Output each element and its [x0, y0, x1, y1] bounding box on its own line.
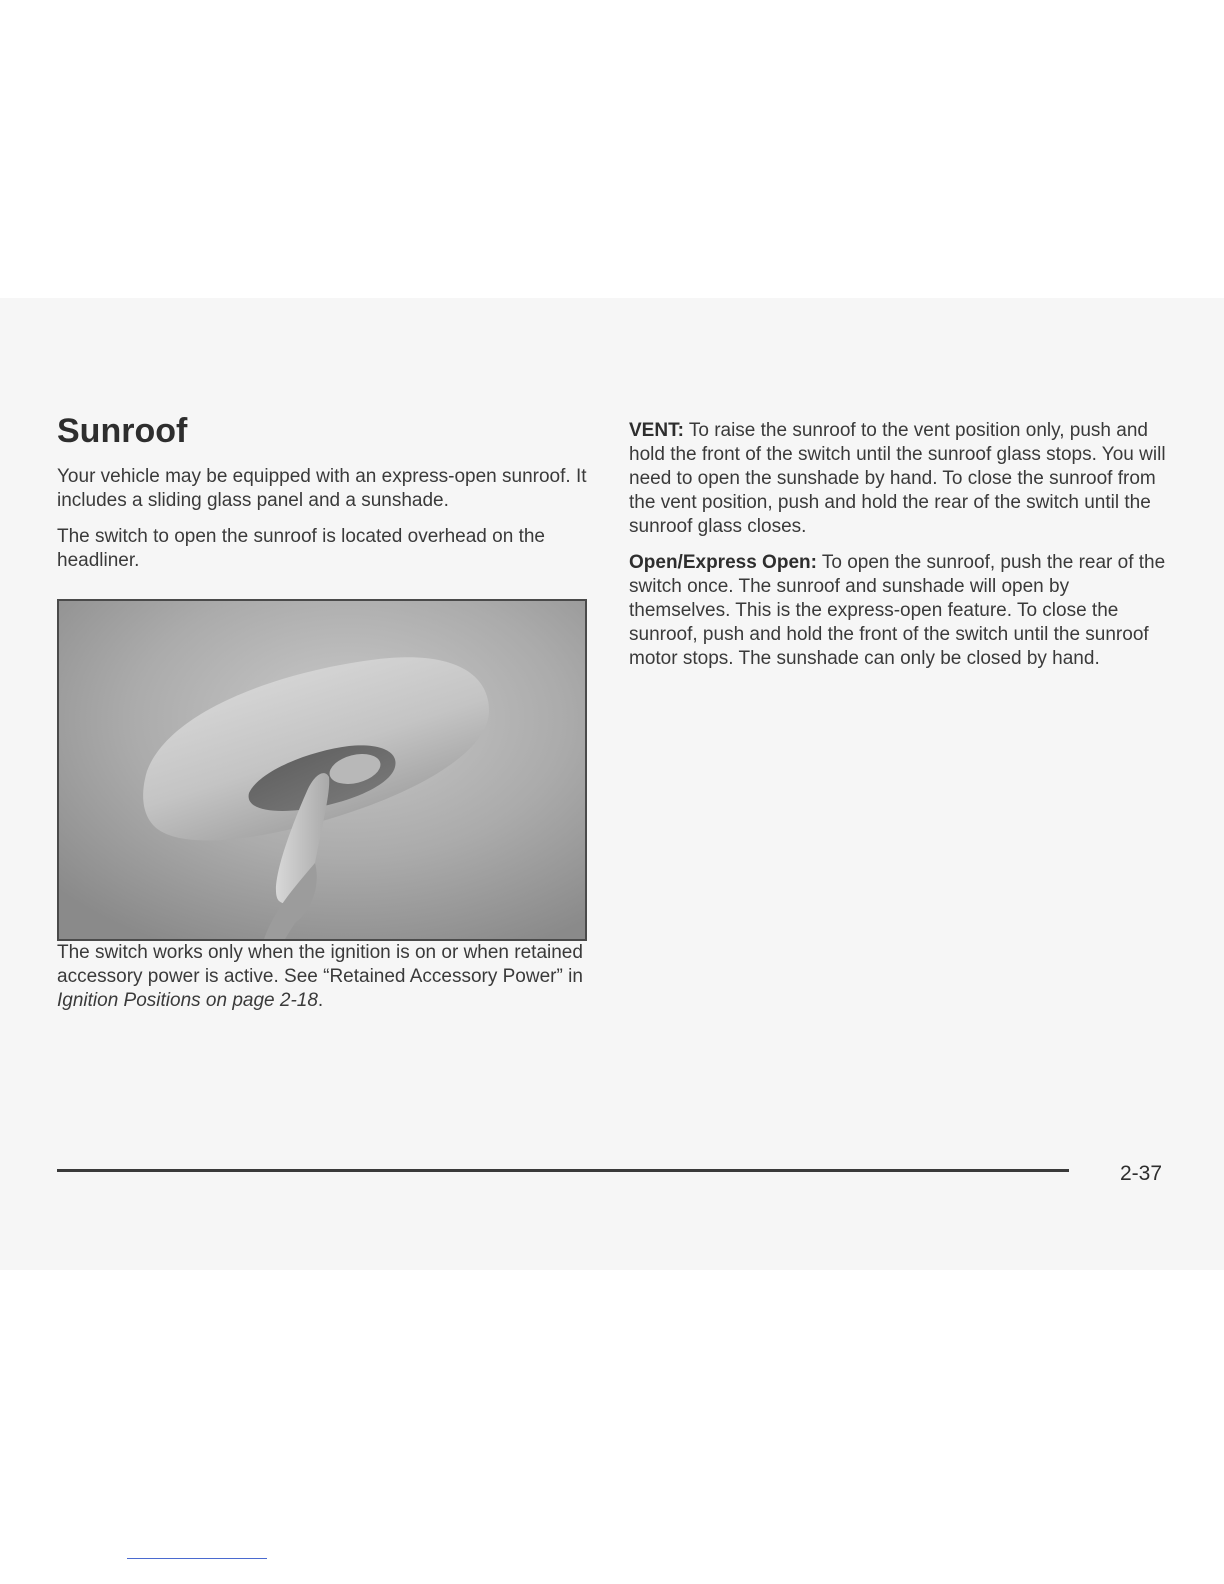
intro-paragraph: Your vehicle may be equipped with an express-open sunroof. It includes a sliding glass panel and a sunshade.: [57, 466, 587, 511]
vent-term: VENT:: [629, 420, 684, 441]
section-title: Sunroof: [57, 412, 188, 450]
caption-end: .: [317, 990, 324, 1011]
express-open-paragraph: [629, 551, 1174, 671]
sunroof-switch-figure: [57, 599, 587, 941]
vent-paragraph: [629, 419, 1174, 539]
right-column: [629, 419, 1174, 683]
express-open-description: To open the sunroof, push the rear of the switch once. The sunroof and sunshade will open by themselves. This is the express-open feature. To close the sunroof, push and hold the front of the switch until the sunroof motor stops. The sunshade can only be closed by hand.: [629, 552, 1166, 669]
caption-page-reference: Ignition Positions on page 2-18: [57, 990, 318, 1011]
footer-rule: [57, 1169, 1069, 1172]
bottom-underline-mark: [127, 1558, 267, 1559]
left-column: [57, 412, 589, 1025]
page-number: 2-37: [1120, 1162, 1163, 1185]
express-open-term: Open/Express Open:: [629, 552, 817, 573]
switch-location-paragraph: The switch to open the sunroof is located overhead on the headliner.: [57, 526, 545, 571]
caption-text: The switch works only when the ignition is on or when retained accessory power is active. See “Retained Accessory Power” in: [57, 942, 583, 987]
switch-ignition-note: [57, 941, 589, 1013]
vent-description: To raise the sunroof to the vent position only, push and hold the front of the switch until the sunroof glass stops. You will need to open the sunshade by hand. To close the sunroof from the vent position, push and hold the rear of the switch until the sunroof glass closes.: [629, 420, 1166, 537]
